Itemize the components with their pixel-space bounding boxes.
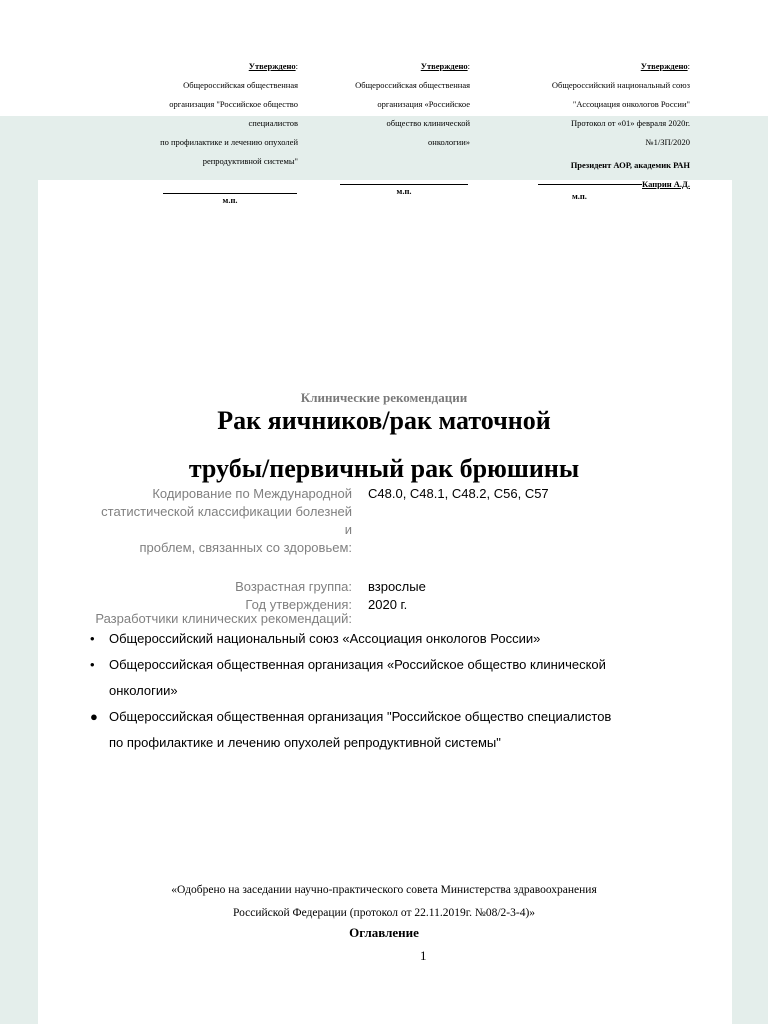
approval-heading: Утверждено	[640, 61, 688, 71]
document-title-line-1: Рак яичников/рак маточной	[217, 406, 551, 435]
toc-heading: Оглавление	[349, 925, 419, 940]
icd-label-line: Кодирование по Международной	[152, 486, 352, 501]
approval-line: Общероссийский национальный союз	[551, 80, 690, 90]
list-item-line: по профилактике и лечению опухолей репродуктивной системы"	[109, 735, 501, 750]
document-title-line-2: трубы/первичный рак брюшины	[188, 454, 580, 483]
approval-heading: Утверждено	[248, 61, 296, 71]
approval-block-3: Утверждено: Общероссийский национальный союз "Ассоциация онкологов России" Протокол от «01» февраля 2020г. №1/ЗП/2020	[488, 57, 690, 152]
signature-block-1	[163, 185, 297, 206]
approval-note-line-2: Российской Федерации (протокол от 22.11.2019г. №08/2-3-4)»	[232, 907, 536, 919]
approval-line: репродуктивной системы"	[202, 156, 298, 166]
icd-label-line: и	[344, 522, 352, 537]
approval-line: "Ассоциация онкологов России"	[572, 99, 690, 109]
stamp-label: м.п.	[396, 186, 412, 196]
page-number: 1	[420, 948, 427, 963]
approval-line: специалистов	[248, 118, 298, 128]
signature-line	[340, 176, 468, 185]
signature-block-3	[510, 159, 690, 202]
developers-label: Разработчики клинических рекомендаций:	[95, 611, 352, 626]
stamp-label: м.п.	[222, 195, 238, 205]
approval-block-2: Утверждено: Общероссийская общественная организация «Российское общество клинической онкологии»	[300, 57, 470, 152]
president-title: Президент АОР, академик РАН	[570, 160, 690, 170]
approval-line: онкологии»	[428, 137, 470, 147]
document-subtitle: Клинические рекомендации	[300, 390, 468, 405]
approval-year-label: Год утверждения:	[245, 597, 352, 612]
approval-heading: Утверждено	[420, 61, 468, 71]
approval-line: №1/ЗП/2020	[645, 137, 690, 147]
signature-line	[163, 185, 297, 194]
approval-line: Общероссийская общественная	[355, 80, 470, 90]
developers-list	[88, 626, 688, 756]
bullet-icon: •	[90, 657, 95, 672]
bullet-icon: •	[90, 631, 95, 646]
icd-label	[60, 485, 352, 557]
approval-line: организация "Российское общество	[169, 99, 298, 109]
icd-label-line: статистической классификации болезней	[101, 504, 352, 519]
approval-note-line-1: «Одобрено на заседании научно-практического совета Министерства здравоохранения	[171, 884, 597, 896]
approval-line: общество клинической	[386, 118, 470, 128]
age-group-value: взрослые	[368, 579, 426, 594]
approval-block-1: Утверждено: Общероссийская общественная организация "Российское общество специалистов по профилактике и лечению опухолей репродуктивной системы"	[110, 57, 298, 171]
list-item-line: Общероссийская общественная организация "Российское общество специалистов	[109, 709, 612, 724]
signature-line	[538, 184, 642, 185]
list-item-line: онкологии»	[109, 683, 178, 698]
approval-line: по профилактике и лечению опухолей	[160, 137, 298, 147]
icd-codes: С48.0, С48.1, С48.2, С56, С57	[368, 486, 549, 501]
signature-block-2	[340, 176, 468, 197]
approval-line: Общероссийская общественная	[183, 80, 298, 90]
approval-line: организация «Российское	[377, 99, 470, 109]
signer-name: Каприн А.Д.	[642, 179, 690, 189]
list-item	[88, 652, 688, 704]
list-item	[88, 626, 688, 652]
age-group-label: Возрастная группа:	[235, 579, 352, 594]
list-item-line: Общероссийская общественная организация «Российское общество клинической	[109, 657, 606, 672]
approval-year-value: 2020 г.	[368, 597, 408, 612]
stamp-label: м.п.	[572, 191, 587, 201]
approval-line: Протокол от «01» февраля 2020г.	[570, 118, 690, 128]
list-item	[88, 704, 688, 756]
icd-label-line: проблем, связанных со здоровьем:	[139, 540, 352, 555]
list-item-line: Общероссийский национальный союз «Ассоциация онкологов России»	[109, 631, 541, 646]
bullet-icon: ●	[90, 709, 98, 724]
